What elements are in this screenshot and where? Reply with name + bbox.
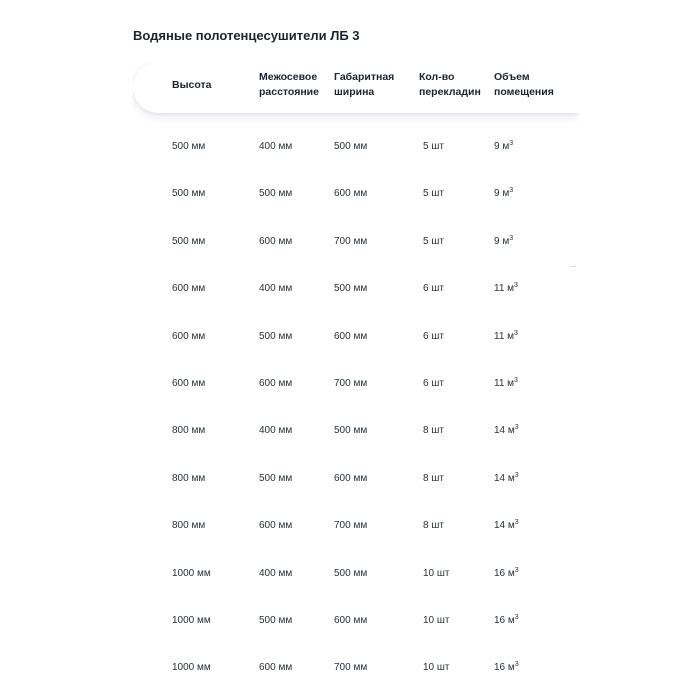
header-height-line-1: Высота bbox=[172, 79, 212, 91]
header-bar-count bbox=[419, 70, 481, 100]
cell-room-volume bbox=[494, 519, 519, 533]
volume-unit-superscript: 3 bbox=[514, 376, 518, 384]
header-room-volume-line-2: помещения bbox=[494, 86, 554, 98]
table-row bbox=[133, 361, 579, 408]
cell-bar-count: 10 шт bbox=[423, 614, 450, 626]
volume-value: 14 м bbox=[494, 520, 515, 532]
header-overall-width bbox=[334, 70, 394, 100]
volume-unit-superscript: 3 bbox=[514, 282, 518, 290]
cell-room-volume bbox=[494, 140, 513, 154]
cell-bar-count: 10 шт bbox=[423, 662, 450, 674]
table-body bbox=[133, 124, 579, 693]
cell-room-volume bbox=[494, 377, 518, 391]
cell-axial-distance: 400 мм bbox=[259, 141, 293, 152]
cell-overall-width: 700 мм bbox=[334, 662, 368, 674]
cell-axial-distance: 500 мм bbox=[259, 330, 293, 342]
volume-unit-superscript: 3 bbox=[514, 424, 519, 432]
volume-value: 16 м bbox=[494, 614, 515, 626]
volume-value: 14 м bbox=[494, 472, 515, 484]
volume-unit-superscript: 3 bbox=[509, 187, 514, 195]
volume-unit-superscript: 3 bbox=[514, 661, 519, 669]
header-bar-count-line-1: Кол-во bbox=[419, 71, 455, 83]
cell-overall-width: 700 мм bbox=[334, 377, 368, 389]
volume-value: 9 м bbox=[494, 188, 510, 200]
volume-value: 14 м bbox=[494, 425, 515, 437]
cell-height: 600 мм bbox=[172, 283, 206, 295]
cell-bar-count: 5 шт bbox=[423, 141, 444, 152]
volume-unit-superscript: 3 bbox=[514, 329, 518, 337]
cell-axial-distance: 400 мм bbox=[259, 283, 293, 295]
cell-axial-distance: 500 мм bbox=[259, 614, 293, 626]
volume-value: 9 м bbox=[494, 235, 510, 247]
header-overall-width-line-2: ширина bbox=[334, 86, 375, 98]
cell-overall-width: 600 мм bbox=[334, 614, 368, 626]
cell-height: 1000 мм bbox=[172, 662, 211, 674]
header-axial-distance-line-2: расстояние bbox=[259, 86, 319, 98]
cell-height: 500 мм bbox=[172, 235, 206, 247]
cell-axial-distance: 400 мм bbox=[259, 425, 293, 437]
cell-room-volume bbox=[494, 282, 518, 296]
cell-axial-distance: 400 мм bbox=[259, 567, 293, 579]
cell-height: 500 мм bbox=[172, 188, 206, 200]
table-row bbox=[133, 551, 579, 598]
cell-bar-count: 6 шт bbox=[423, 377, 444, 389]
cell-height: 1000 мм bbox=[172, 567, 211, 579]
cell-axial-distance: 500 мм bbox=[259, 188, 293, 200]
cell-room-volume bbox=[494, 567, 519, 581]
cell-room-volume bbox=[494, 424, 519, 438]
scroll-indicator bbox=[570, 266, 576, 267]
cell-axial-distance: 500 мм bbox=[259, 472, 293, 484]
cell-bar-count: 5 шт bbox=[423, 188, 444, 200]
volume-unit-superscript: 3 bbox=[514, 471, 519, 479]
table-row bbox=[133, 456, 579, 503]
volume-unit-superscript: 3 bbox=[509, 140, 514, 147]
cell-bar-count: 6 шт bbox=[423, 330, 444, 342]
table-row bbox=[133, 314, 579, 361]
cell-axial-distance: 600 мм bbox=[259, 235, 293, 247]
volume-unit-superscript: 3 bbox=[509, 234, 514, 242]
cell-room-volume bbox=[494, 614, 519, 628]
volume-unit-superscript: 3 bbox=[514, 613, 519, 621]
table-row bbox=[133, 219, 579, 266]
cell-overall-width: 500 мм bbox=[334, 567, 368, 579]
cell-overall-width: 700 мм bbox=[334, 235, 368, 247]
volume-value: 9 м bbox=[494, 141, 510, 152]
header-overall-width-line-1: Габаритная bbox=[334, 71, 395, 83]
cell-height: 800 мм bbox=[172, 425, 206, 437]
table-row bbox=[133, 266, 579, 313]
cell-axial-distance: 600 мм bbox=[259, 520, 293, 532]
cell-bar-count: 8 шт bbox=[423, 425, 444, 437]
cell-overall-width: 500 мм bbox=[334, 425, 368, 437]
cell-room-volume bbox=[494, 330, 518, 344]
header-room-volume-line-1: Объем bbox=[494, 71, 530, 83]
cell-room-volume bbox=[494, 472, 519, 486]
table-row bbox=[133, 171, 579, 218]
specs-table bbox=[133, 62, 579, 700]
volume-value: 11 м bbox=[494, 283, 515, 295]
header-room-volume bbox=[494, 70, 554, 100]
cell-height: 800 мм bbox=[172, 472, 206, 484]
cell-room-volume bbox=[494, 235, 513, 249]
volume-value: 16 м bbox=[494, 567, 515, 579]
cell-height: 600 мм bbox=[172, 377, 206, 389]
cell-overall-width: 600 мм bbox=[334, 472, 368, 484]
header-axial-distance bbox=[259, 70, 319, 100]
table-row bbox=[133, 503, 579, 550]
header-bar-count-line-2: перекладин bbox=[419, 86, 481, 98]
table-row bbox=[133, 408, 579, 455]
cell-overall-width: 500 мм bbox=[334, 283, 368, 295]
cell-height: 800 мм bbox=[172, 520, 206, 532]
table-row bbox=[133, 598, 579, 645]
cell-overall-width: 600 мм bbox=[334, 188, 368, 200]
cell-bar-count: 6 шт bbox=[423, 283, 444, 295]
table-row bbox=[133, 645, 579, 692]
header-axial-distance-line-1: Межосевое bbox=[259, 71, 318, 83]
volume-value: 16 м bbox=[494, 662, 515, 674]
cell-overall-width: 500 мм bbox=[334, 141, 368, 152]
cell-bar-count: 10 шт bbox=[423, 567, 450, 579]
cell-bar-count: 8 шт bbox=[423, 472, 444, 484]
cell-axial-distance: 600 мм bbox=[259, 662, 293, 674]
cell-overall-width: 600 мм bbox=[334, 330, 368, 342]
page-title: Водяные полотенцесушители ЛБ 3 bbox=[133, 28, 360, 43]
volume-unit-superscript: 3 bbox=[514, 566, 519, 574]
volume-unit-superscript: 3 bbox=[514, 519, 519, 527]
cell-room-volume bbox=[494, 187, 513, 201]
cell-bar-count: 5 шт bbox=[423, 235, 444, 247]
cell-axial-distance: 600 мм bbox=[259, 377, 293, 389]
volume-value: 11 м bbox=[494, 377, 515, 389]
cell-bar-count: 8 шт bbox=[423, 520, 444, 532]
table-header bbox=[133, 62, 579, 113]
cell-room-volume bbox=[494, 661, 519, 675]
volume-value: 11 м bbox=[494, 330, 515, 342]
cell-height: 1000 мм bbox=[172, 614, 211, 626]
cell-height: 500 мм bbox=[172, 141, 206, 152]
header-height bbox=[172, 78, 212, 93]
cell-overall-width: 700 мм bbox=[334, 520, 368, 532]
cell-height: 600 мм bbox=[172, 330, 206, 342]
table-row bbox=[133, 124, 579, 171]
